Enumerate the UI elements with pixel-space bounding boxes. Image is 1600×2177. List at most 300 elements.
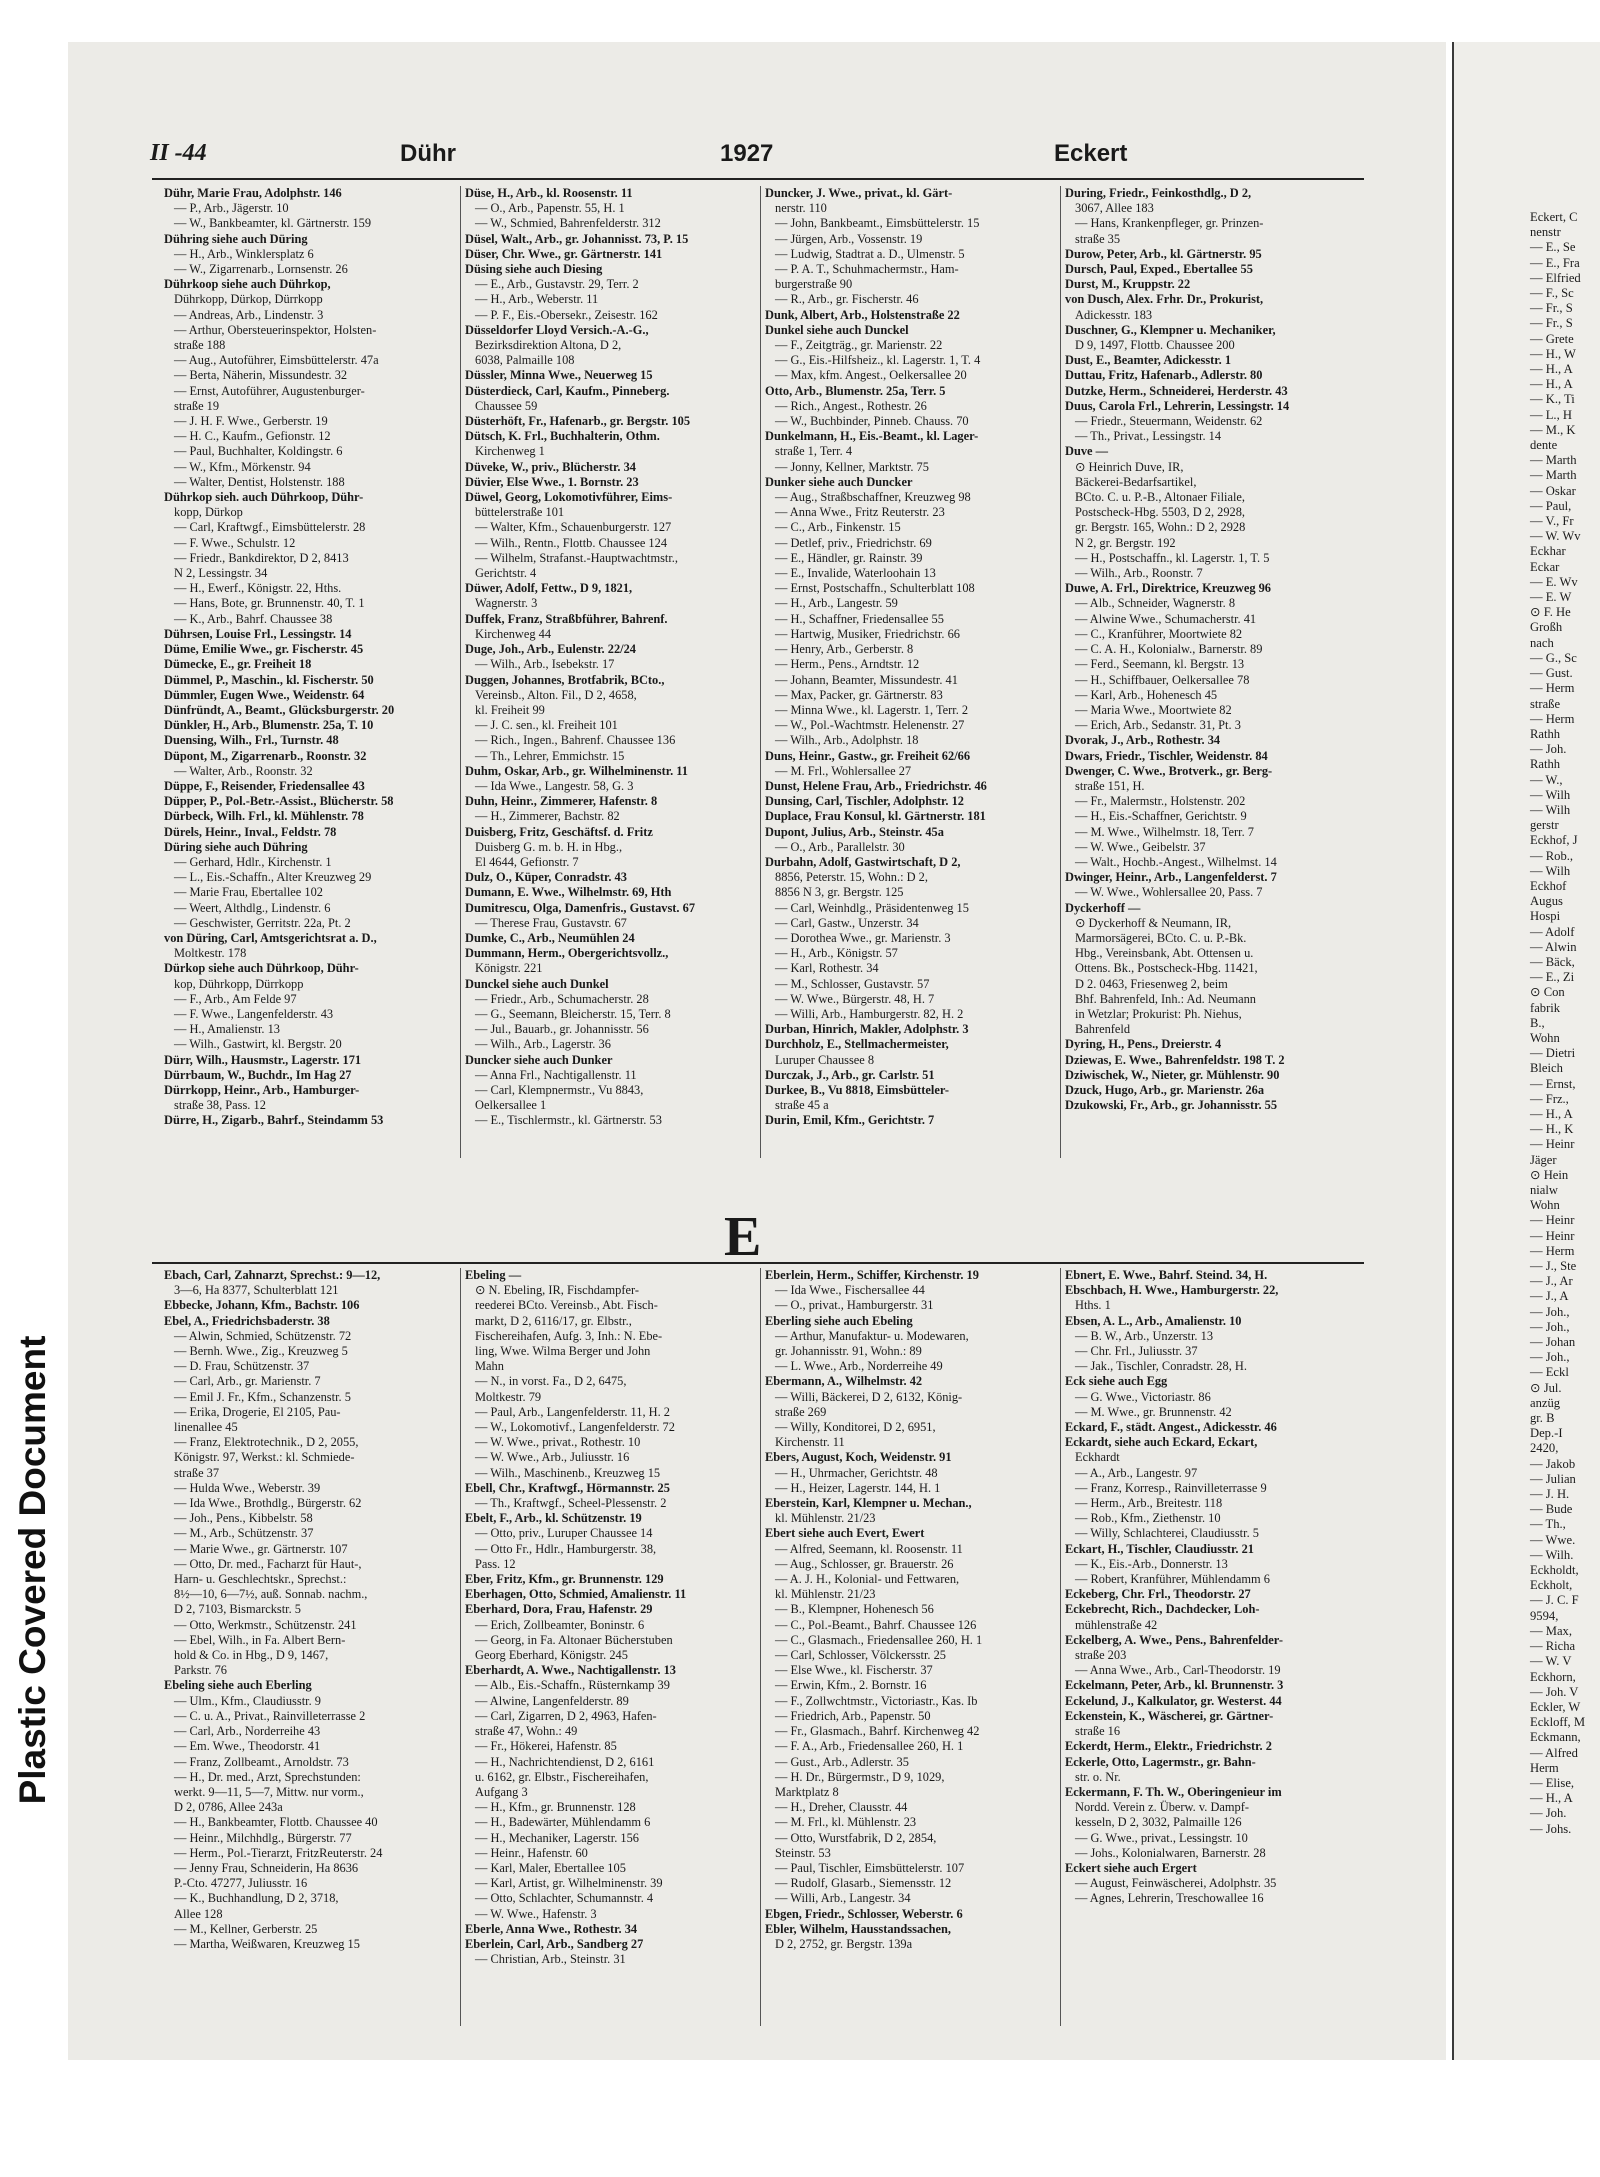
adjacent-page-entry: Bleich <box>1530 1061 1563 1076</box>
directory-entry: — W., Pol.-Wachtmstr. Helenenstr. 27 <box>775 718 965 733</box>
directory-entry: Düveke, W., priv., Blücherstr. 34 <box>465 459 636 474</box>
adjacent-page-entry: Hospi <box>1530 909 1561 924</box>
directory-entry: Duncker siehe auch Dunker <box>465 1052 613 1067</box>
adjacent-page-entry: — H., A <box>1530 362 1573 377</box>
directory-entry: Ebert siehe auch Evert, Ewert <box>765 1526 925 1541</box>
adjacent-page-entry: — J. H. <box>1530 1487 1570 1502</box>
directory-entry: — Bernh. Wwe., Zig., Kreuzweg 5 <box>174 1344 348 1359</box>
directory-entry: — Berta, Näherin, Missundestr. 32 <box>174 368 348 383</box>
directory-entry: — Wilh., Maschinenb., Kreuzweg 15 <box>475 1465 661 1480</box>
directory-entry: — Georg, in Fa. Altonaer Bücherstuben <box>475 1632 673 1647</box>
adjacent-page-entry: — Julian <box>1530 1471 1576 1486</box>
header-first-name: Dühr <box>400 140 456 167</box>
directory-entry: Eberhardt, A. Wwe., Nachtigallenstr. 13 <box>465 1663 676 1678</box>
directory-entry: — M. Frl., kl. Mühlenstr. 23 <box>775 1815 917 1830</box>
directory-entry: Duttau, Fritz, Hafenarb., Adlerstr. 80 <box>1065 368 1263 383</box>
directory-entry: — Fr., Hökerei, Hafenstr. 85 <box>475 1739 617 1754</box>
directory-entry: — P. A. T., Schuhmachermstr., Ham- <box>775 262 959 277</box>
directory-entry: — Herm., Pens., Arndtstr. 12 <box>775 657 920 672</box>
directory-entry: Duhm, Oskar, Arb., gr. Wilhelminenstr. 11 <box>465 763 688 778</box>
directory-entry: straße 38, Pass. 12 <box>174 1098 266 1113</box>
directory-entry: — Ebel, Wilh., in Fa. Albert Bern- <box>174 1632 346 1647</box>
directory-entry: Düse, H., Arb., kl. Roosenstr. 11 <box>465 186 633 200</box>
directory-entry: — M., Arb., Schützenstr. 37 <box>174 1526 314 1541</box>
directory-entry: — C., Arb., Finkenstr. 15 <box>775 520 901 535</box>
directory-entry: Dust, E., Beamter, Adickesstr. 1 <box>1065 353 1232 368</box>
directory-entry: Duve — <box>1065 444 1109 459</box>
adjacent-page-entry: Eckhar <box>1530 544 1566 559</box>
directory-entry: Düppe, F., Reisender, Friedensallee 43 <box>164 778 365 793</box>
directory-entry: Durkee, B., Vu 8818, Eimsbütteler- <box>765 1082 950 1097</box>
directory-entry: N 2, Lessingstr. 34 <box>174 566 268 581</box>
directory-entry: — B., Klempner, Hohenesch 56 <box>775 1602 934 1617</box>
adjacent-page-entry: Großh <box>1530 620 1563 635</box>
directory-entry: — Weert, Althdlg., Lindenstr. 6 <box>174 900 331 915</box>
directory-entry: Dünkler, H., Arb., Blumenstr. 25a, T. 10 <box>164 718 374 733</box>
directory-entry: — Gerhard, Hdlr., Kirchenstr. 1 <box>174 854 332 869</box>
directory-entry: Dwenger, C. Wwe., Brotverk., gr. Berg- <box>1065 763 1273 778</box>
directory-entry: — Arthur, Obersteuerinspektor, Holsten- <box>174 322 377 337</box>
directory-entry: — Henry, Arb., Gerberstr. 8 <box>775 642 914 657</box>
directory-entry: — Carl, Klempnermstr., Vu 8843, <box>475 1082 644 1097</box>
directory-entry: — Wilh., Arb., Lagerstr. 36 <box>475 1037 611 1052</box>
directory-entry: — Carl, Kraftwgf., Eimsbüttelerstr. 28 <box>174 520 366 535</box>
directory-entry: — Friedrich, Arb., Papenstr. 50 <box>775 1708 931 1723</box>
adjacent-page-entry: — Gust. <box>1530 666 1573 681</box>
directory-entry: Bahrenfeld <box>1075 1022 1131 1037</box>
directory-entry: Dumke, C., Arb., Neumühlen 24 <box>465 930 635 945</box>
directory-entry: — H., Amalienstr. 13 <box>174 1022 281 1037</box>
adjacent-page-entry: — Johan <box>1530 1335 1576 1350</box>
adjacent-page-entry: Eckhof, J <box>1530 833 1578 848</box>
adjacent-page-entry: — J. C. F <box>1530 1593 1579 1608</box>
directory-entry: Dürr, Wilh., Hausmstr., Lagerstr. 171 <box>164 1052 362 1067</box>
directory-entry: N 2, gr. Bergstr. 192 <box>1075 535 1176 550</box>
directory-entry: — Erika, Drogerie, El 2105, Pau- <box>174 1404 341 1419</box>
directory-entry: — E., Tischlermstr., kl. Gärtnerstr. 53 <box>475 1113 662 1128</box>
directory-entry: — Carl, Zigarren, D 2, 4963, Hafen- <box>475 1708 657 1723</box>
directory-entry: — Fr., Malermstr., Holstenstr. 202 <box>1075 794 1246 809</box>
directory-entry: — H., Uhrmacher, Gerichtstr. 48 <box>775 1465 938 1480</box>
directory-entry: Eckenstein, K., Wäscherei, gr. Gärtner- <box>1065 1708 1274 1723</box>
adjacent-page-entry: — Adolf <box>1530 924 1575 939</box>
directory-entry: von Düring, Carl, Amtsgerichtsrat a. D., <box>164 930 377 945</box>
directory-entry: — H., Bankbeamter, Flottb. Chaussee 40 <box>174 1815 378 1830</box>
directory-entry: — Johann, Beamter, Missundestr. 41 <box>775 672 958 687</box>
directory-entry: Durst, M., Kruppstr. 22 <box>1065 277 1191 292</box>
directory-entry: — Wilh., Gastwirt, kl. Bergstr. 20 <box>174 1037 342 1052</box>
directory-entry: straße 37 <box>174 1465 220 1480</box>
directory-entry: — H., Arb., Winklersplatz 6 <box>174 246 314 261</box>
directory-entry: — Otto, Dr. med., Facharzt für Haut-, <box>174 1556 362 1571</box>
directory-entry: ⊙ Dyckerhoff & Neumann, IR, <box>1075 915 1232 930</box>
directory-entry: D 2, 7103, Bismarckstr. 5 <box>174 1602 301 1617</box>
adjacent-page-entry: — J., Ste <box>1530 1259 1577 1274</box>
header-last-name: Eckert <box>1054 140 1128 167</box>
directory-entry: — Alb., Eis.-Schaffn., Rüsternkamp 39 <box>475 1678 670 1693</box>
directory-entry: Parkstr. 76 <box>174 1663 228 1678</box>
directory-entry: Aufgang 3 <box>475 1784 528 1799</box>
directory-column <box>1060 1268 1360 2026</box>
directory-entry: — Walter, Arb., Roonstr. 32 <box>174 763 313 778</box>
directory-entry: Duwe, A. Frl., Direktrice, Kreuzweg 96 <box>1065 581 1271 596</box>
directory-entry: — A., Arb., Langestr. 97 <box>1075 1465 1198 1480</box>
directory-entry: During, Friedr., Feinkosthdlg., D 2, <box>1065 186 1252 200</box>
directory-entry: — Hans, Bote, gr. Brunnenstr. 40, T. 1 <box>174 596 365 611</box>
directory-entry: — Erich, Zollbeamter, Boninstr. 6 <box>475 1617 645 1632</box>
directory-entry: — F., Zollwchtmstr., Victoriastr., Kas. Ib <box>775 1693 978 1708</box>
directory-entry: — G., Seemann, Bleicherstr. 15, Terr. 8 <box>475 1006 671 1021</box>
adjacent-page-entry: — Wwe. <box>1530 1532 1576 1547</box>
directory-entry: — P. F., Eis.-Obersekr., Zeisestr. 162 <box>475 307 658 322</box>
directory-entry: — Maria Wwe., Moortwiete 82 <box>1075 702 1232 717</box>
directory-entry: — C. A. H., Kolonialw., Barnerstr. 89 <box>1075 642 1263 657</box>
directory-entry: Duhn, Heinr., Zimmerer, Hafenstr. 8 <box>465 794 658 809</box>
adjacent-page-entry: — W. V <box>1530 1654 1572 1669</box>
adjacent-page-entry: gr. B <box>1530 1411 1555 1426</box>
adjacent-page-entry: ⊙ Hein <box>1530 1167 1569 1182</box>
directory-entry: — Heinr., Hafenstr. 60 <box>475 1845 588 1860</box>
directory-entry: Dürbeck, Wilh. Frl., kl. Mühlenstr. 78 <box>164 809 364 824</box>
directory-entry: Wagnerstr. 3 <box>475 596 538 611</box>
directory-entry: — John, Bankbeamt., Eimsbüttelerstr. 15 <box>775 216 980 231</box>
directory-entry: — H., Schaffner, Friedensallee 55 <box>775 611 944 626</box>
directory-entry: Kirchenweg 1 <box>475 444 545 459</box>
directory-entry: — Herm., Pol.-Tierarzt, FritzReuterstr. 24 <box>174 1845 383 1860</box>
directory-entry: Ebnert, E. Wwe., Bahrf. Steind. 34, H. <box>1065 1268 1268 1282</box>
directory-entry: — W. Wwe., Wohlersallee 20, Pass. 7 <box>1075 885 1263 900</box>
directory-entry: Dunst, Helene Frau, Arb., Friedrichstr. 46 <box>765 778 987 793</box>
adjacent-page-entry: — Bäck, <box>1530 954 1575 969</box>
directory-entry: — Anna Wwe., Arb., Carl-Theodorstr. 19 <box>1075 1663 1281 1678</box>
directory-entry: Eckeberg, Chr. Frl., Theodorstr. 27 <box>1065 1587 1251 1602</box>
directory-entry: Durban, Hinrich, Makler, Adolphstr. 3 <box>765 1022 969 1037</box>
directory-entry: — E., Arb., Gustavstr. 29, Terr. 2 <box>475 277 639 292</box>
directory-entry: — Rich., Angest., Rothestr. 26 <box>775 398 927 413</box>
directory-entry: — Alwine, Langenfelderstr. 89 <box>475 1693 629 1708</box>
directory-entry: — Em. Wwe., Theodorstr. 41 <box>174 1739 321 1754</box>
directory-entry: — Agnes, Lehrerin, Treschowallee 16 <box>1075 1891 1264 1906</box>
adjacent-page-entry: nialw <box>1530 1183 1558 1197</box>
directory-entry: — Alb., Schneider, Wagnerstr. 8 <box>1075 596 1236 611</box>
directory-entry: — Walt., Hochb.-Angest., Wilhelmst. 14 <box>1075 854 1277 869</box>
adjacent-page-entry: — Jakob <box>1530 1456 1576 1471</box>
directory-entry: — Otto, Schlachter, Schumannstr. 4 <box>475 1891 654 1906</box>
directory-entry: Dummann, Herm., Obergerichtsvollz., <box>465 946 669 961</box>
directory-entry: — Karl, Arb., Hohenesch 45 <box>1075 687 1218 702</box>
directory-entry: — Alfred, Seemann, kl. Roosenstr. 11 <box>775 1541 963 1556</box>
directory-entry: Dyring, H., Pens., Dreierstr. 4 <box>1065 1037 1222 1052</box>
directory-column <box>1060 186 1360 1158</box>
directory-entry: — Paul, Tischler, Eimsbüttelerstr. 107 <box>775 1860 965 1875</box>
directory-entry: kl. Mühlenstr. 21/23 <box>775 1587 876 1602</box>
directory-entry: — W., Zigarrenarb., Lornsenstr. 26 <box>174 262 348 277</box>
directory-entry: — Karl, Artist, gr. Wilhelminenstr. 39 <box>475 1876 663 1891</box>
directory-entry: Allee 128 <box>174 1906 223 1921</box>
adjacent-page-entry: — F., Sc <box>1530 286 1574 301</box>
adjacent-page-entry: — Wilh <box>1530 863 1571 878</box>
directory-entry: Ebell, Chr., Kraftwgf., Hörmannstr. 25 <box>465 1480 670 1495</box>
directory-entry: — Rob., Kfm., Ziethenstr. 10 <box>1075 1511 1221 1526</box>
directory-entry: — M. Frl., Wohlersallee 27 <box>775 763 912 778</box>
directory-entry: — Alwin, Schmied, Schützenstr. 72 <box>174 1328 352 1343</box>
directory-entry: — H., Schiffbauer, Oelkersallee 78 <box>1075 672 1250 687</box>
adjacent-page-entry: — H., A <box>1530 377 1573 392</box>
directory-entry: — Ulm., Kfm., Claudiusstr. 9 <box>174 1693 321 1708</box>
directory-entry: Eberhard, Dora, Frau, Hafenstr. 29 <box>465 1602 653 1617</box>
adjacent-page-entry: — Bude <box>1530 1502 1573 1517</box>
page-number: II -44 <box>150 140 207 166</box>
directory-entry: — M., Kellner, Gerberstr. 25 <box>174 1921 318 1936</box>
directory-entry: — Willy, Konditorei, D 2, 6951, <box>775 1420 936 1435</box>
directory-entry: Dührkopp, Dürkop, Dürrkopp <box>174 292 323 307</box>
directory-entry: — P., Arb., Jägerstr. 10 <box>174 201 289 216</box>
header-rule <box>152 178 1364 180</box>
directory-entry: — F., Zeitgträg., gr. Marienstr. 22 <box>775 338 943 353</box>
directory-entry: büttelerstraße 101 <box>475 505 565 520</box>
adjacent-page-entry: straße <box>1530 696 1561 711</box>
directory-entry: — Jak., Tischler, Conradstr. 28, H. <box>1075 1359 1247 1374</box>
directory-entry: — Aug., Schlosser, gr. Brauerstr. 26 <box>775 1556 954 1571</box>
adjacent-page-entry: Rathh <box>1530 757 1561 772</box>
adjacent-page-entry: — E., Se <box>1530 240 1576 255</box>
directory-entry: Dwinger, Heinr., Arb., Langenfelderst. 7 <box>1065 870 1277 885</box>
adjacent-page-entry: — M., K <box>1530 422 1576 437</box>
directory-entry: Dziwischek, W., Nieter, gr. Mühlenstr. 90 <box>1065 1067 1280 1082</box>
directory-entry: D 9, 1497, Flottb. Chaussee 200 <box>1075 338 1235 353</box>
directory-entry: — K., Eis.-Arb., Donnerstr. 13 <box>1075 1556 1228 1571</box>
directory-entry: Düsel, Walt., Arb., gr. Johannisst. 73, P. 15 <box>465 231 689 246</box>
adjacent-page-entry: — Dietri <box>1530 1046 1576 1061</box>
directory-entry: ling, Wwe. Wilma Berger und John <box>475 1344 651 1359</box>
directory-entry: Ebeling siehe auch Eberling <box>164 1678 312 1693</box>
directory-entry: — H. C., Kaufm., Gefionstr. 12 <box>174 429 331 444</box>
adjacent-page-entry: — Joh. <box>1530 1806 1567 1821</box>
directory-entry: — Ferd., Seemann, kl. Bergstr. 13 <box>1075 657 1245 672</box>
adjacent-page-entry: Augus <box>1530 894 1563 909</box>
directory-entry: Eberlein, Herm., Schiffer, Kirchenstr. 19 <box>765 1268 979 1282</box>
adjacent-page-entry: — Wilh <box>1530 787 1571 802</box>
directory-entry: Ottens. Bk., Postscheck-Hbg. 11421, <box>1075 961 1258 976</box>
directory-entry: — Wilhelm, Strafanst.-Hauptwachtmstr., <box>475 550 678 565</box>
directory-entry: Dyckerhoff — <box>1065 900 1141 915</box>
directory-entry: — G., Eis.-Hilfsheiz., kl. Lagerstr. 1, T. 4 <box>775 353 981 368</box>
directory-entry: — Hartwig, Musiker, Friedrichstr. 66 <box>775 626 960 641</box>
directory-entry: Dürrkopp, Heinr., Arb., Hamburger- <box>164 1082 360 1097</box>
directory-entry: Otto, Arb., Blumenstr. 25a, Terr. 5 <box>765 383 946 398</box>
directory-entry: Durin, Emil, Kfm., Gerichtstr. 7 <box>765 1113 935 1128</box>
directory-entry: 3067, Allee 183 <box>1075 201 1154 216</box>
adjacent-page-entry: ⊙ Jul. <box>1530 1380 1562 1395</box>
adjacent-page-entry: — K., Ti <box>1530 392 1575 407</box>
directory-entry: str. o. Nr. <box>1075 1769 1121 1784</box>
directory-entry: D 2, 0786, Allee 243a <box>174 1800 283 1815</box>
directory-entry: — L., Eis.-Schaffn., Alter Kreuzweg 29 <box>174 870 372 885</box>
directory-entry: — Andreas, Arb., Lindenstr. 3 <box>174 307 324 322</box>
directory-entry: reederei BCto. Vereinsb., Abt. Fisch- <box>475 1298 658 1313</box>
directory-entry: Dürkop siehe auch Dührkoop, Dühr- <box>164 961 359 976</box>
adjacent-page-entry: — W. Wv <box>1530 529 1581 544</box>
directory-entry: — H., Nachrichtendienst, D 2, 6161 <box>475 1754 655 1769</box>
adjacent-page-entry: Eckloff, M <box>1530 1715 1586 1730</box>
directory-entry: D 2. 0463, Friesenweg 2, beim <box>1075 976 1228 991</box>
directory-entry: — Ernst, Autoführer, Augustenburger- <box>174 383 365 398</box>
adjacent-page-entry: — Heinr <box>1530 1213 1575 1228</box>
directory-entry: Marktplatz 8 <box>775 1784 839 1799</box>
directory-entry: Eckelberg, A. Wwe., Pens., Bahrenfelder- <box>1065 1632 1283 1647</box>
directory-entry: Dütsch, K. Frl., Buchhalterin, Othm. <box>465 429 660 444</box>
adjacent-page-entry: — Rob., <box>1530 848 1574 863</box>
directory-entry: — Paul, Buchhalter, Koldingstr. 6 <box>174 444 343 459</box>
directory-entry: — Erich, Arb., Sedanstr. 31, Pt. 3 <box>1075 718 1241 733</box>
directory-entry: Postscheck-Hbg. 5503, D 2, 2928, <box>1075 505 1246 520</box>
directory-entry: Duncker, J. Wwe., privat., kl. Gärt- <box>765 186 953 200</box>
directory-entry: Ebbecke, Johann, Kfm., Bachstr. 106 <box>164 1298 360 1313</box>
directory-entry: Eberhagen, Otto, Schmied, Amalienstr. 11 <box>465 1587 687 1602</box>
directory-entry: straße 1, Terr. 4 <box>775 444 853 459</box>
directory-entry: — Carl, Schlosser, Völckersstr. 25 <box>775 1648 947 1663</box>
directory-entry: Ebler, Wilhelm, Hausstandssachen, <box>765 1921 952 1936</box>
directory-entry: — Jul., Bauarb., gr. Johannisstr. 56 <box>475 1022 649 1037</box>
adjacent-page-entry: — Richa <box>1530 1639 1576 1654</box>
directory-entry: Eber, Fritz, Kfm., gr. Brunnenstr. 129 <box>465 1572 664 1587</box>
directory-entry: — Walter, Kfm., Schauenburgerstr. 127 <box>475 520 672 535</box>
directory-entry: Dutzke, Herm., Schneiderei, Herderstr. 43 <box>1065 383 1288 398</box>
directory-entry: — F. Wwe., Langenfelderstr. 43 <box>174 1006 334 1021</box>
directory-entry: gr. Johannisstr. 91, Wohn.: 89 <box>775 1344 922 1359</box>
directory-entry: ⊙ N. Ebeling, IR, Fischdampfer- <box>475 1283 639 1298</box>
top-entry-columns <box>160 186 1360 1158</box>
adjacent-page-entry: — Herm <box>1530 681 1575 696</box>
directory-entry: — Alwine Wwe., Schumacherstr. 41 <box>1075 611 1257 626</box>
directory-entry: Duschner, G., Klempner u. Mechaniker, <box>1065 322 1276 337</box>
directory-entry: Dümmel, P., Maschin., kl. Fischerstr. 50 <box>164 672 374 687</box>
directory-entry: Durow, Peter, Arb., kl. Gärtnerstr. 95 <box>1065 246 1262 261</box>
directory-entry: Ebsen, A. L., Arb., Amalienstr. 10 <box>1065 1313 1242 1328</box>
directory-entry: Dümecke, E., gr. Freiheit 18 <box>164 657 312 672</box>
adjacent-page-entry: — J., Ar <box>1530 1274 1573 1289</box>
directory-entry: Eberlein, Carl, Arb., Sandberg 27 <box>465 1936 644 1951</box>
adjacent-page-entry: — E. W <box>1530 590 1572 605</box>
directory-entry: — H., Postschaffn., kl. Lagerstr. 1, T. 5 <box>1075 550 1270 565</box>
directory-entry: Dzuck, Hugo, Arb., gr. Marienstr. 26a <box>1065 1082 1265 1097</box>
directory-entry: — H., Dreher, Clausstr. 44 <box>775 1800 908 1815</box>
directory-entry: Ebeling — <box>465 1268 522 1282</box>
directory-entry: Eckart, H., Tischler, Claudiusstr. 21 <box>1065 1541 1254 1556</box>
adjacent-page-entry: — Wilh <box>1530 802 1571 817</box>
directory-entry: — H., Badewärter, Mühlendamm 6 <box>475 1815 651 1830</box>
directory-entry: Eberle, Anna Wwe., Rothestr. 34 <box>465 1921 638 1936</box>
directory-entry: — Wilh., Arb., Isebekstr. 17 <box>475 657 615 672</box>
sidebar-label <box>0 1180 66 1960</box>
directory-entry: — Max, kfm. Angest., Oelkersallee 20 <box>775 368 967 383</box>
directory-entry: — Aug., Autoführer, Eimsbüttelerstr. 47a <box>174 353 379 368</box>
directory-entry: Duffek, Franz, Straßbführer, Bahrenf. <box>465 611 668 626</box>
adjacent-page-entry: Wohn <box>1530 1198 1560 1213</box>
adjacent-page-entry: Jäger <box>1530 1152 1557 1167</box>
directory-entry: kopp, Dürkop <box>174 505 243 520</box>
directory-entry: — Ernst, Postschaffn., Schulterblatt 108 <box>775 581 975 596</box>
page-header <box>150 140 1370 172</box>
directory-entry: Dührkop sieh. auch Dührkoop, Dühr- <box>164 490 364 505</box>
directory-entry: — Willi, Arb., Langestr. 34 <box>775 1891 911 1906</box>
adjacent-page-entry: — V., Fr <box>1530 514 1574 529</box>
directory-entry: — Karl, Rothestr. 34 <box>775 961 879 976</box>
directory-entry: — Detlef, priv., Friedrichstr. 69 <box>775 535 932 550</box>
directory-entry: Dühring siehe auch Düring <box>164 231 308 246</box>
directory-entry: linenallee 45 <box>174 1420 238 1435</box>
directory-entry: Dürrbaum, W., Buchdr., Im Hag 27 <box>164 1067 352 1082</box>
directory-entry: 6038, Palmaille 108 <box>475 353 575 368</box>
directory-entry: — L. Wwe., Arb., Norderreihe 49 <box>775 1359 943 1374</box>
directory-entry: Dunkelmann, H., Eis.-Beamt., kl. Lager- <box>765 429 979 444</box>
directory-entry: straße 45 a <box>775 1098 829 1113</box>
directory-entry: Düwer, Adolf, Fettw., D 9, 1821, <box>465 581 633 596</box>
adjacent-page-entry: — Max, <box>1530 1623 1572 1638</box>
adjacent-page-entry: Wohn <box>1530 1030 1560 1045</box>
directory-entry: Eckard, F., städt. Angest., Adickesstr. 46 <box>1065 1420 1277 1435</box>
directory-entry: — Fr., Glasmach., Bahrf. Kirchenweg 42 <box>775 1724 980 1739</box>
directory-entry: — Ida Wwe., Langestr. 58, G. 3 <box>475 778 634 793</box>
directory-entry: straße 47, Wohn.: 49 <box>475 1724 578 1739</box>
directory-entry: Eckhardt <box>1075 1450 1120 1465</box>
adjacent-page-entry: — Heinr <box>1530 1137 1575 1152</box>
adjacent-page-entry: — W., <box>1530 772 1563 787</box>
directory-entry: Dupont, Julius, Arb., Steinstr. 45a <box>765 824 944 839</box>
directory-entry: — Willy, Schlachterei, Claudiusstr. 5 <box>1075 1526 1259 1541</box>
directory-entry: — R., Arb., gr. Fischerstr. 46 <box>775 292 919 307</box>
directory-entry: — Franz, Zollbeamt., Arnoldstr. 73 <box>174 1754 349 1769</box>
directory-entry: — W. Wwe., Hafenstr. 3 <box>475 1906 597 1921</box>
directory-entry: — Christian, Arb., Steinstr. 31 <box>475 1952 626 1967</box>
directory-entry: — Robert, Kranführer, Mühlendamm 6 <box>1075 1572 1270 1587</box>
directory-entry: Pass. 12 <box>475 1556 516 1571</box>
directory-entry: Duus, Carola Frl., Lehrerin, Lessingstr. 14 <box>1065 398 1290 413</box>
directory-entry: Adickesstr. 183 <box>1075 307 1153 322</box>
directory-entry: — Ludwig, Stadtrat a. D., Ulmenstr. 5 <box>775 246 965 261</box>
directory-entry: — H., Arb., Königstr. 57 <box>775 946 898 961</box>
adjacent-page-entry: Eckhorn, <box>1530 1669 1576 1684</box>
directory-entry: Eckermann, F. Th. W., Oberingenieur im <box>1065 1784 1282 1799</box>
directory-entry: — Wilh., Arb., Adolphstr. 18 <box>775 733 919 748</box>
directory-entry: — W., Lokomotivf., Langenfelderstr. 72 <box>475 1420 675 1435</box>
directory-entry: — Franz, Korresp., Rainvilleterrasse 9 <box>1075 1480 1267 1495</box>
adjacent-page-entry: Eckler, W <box>1530 1699 1581 1714</box>
adjacent-page-entry: dente <box>1530 438 1558 453</box>
directory-entry: Duns, Heinr., Gastw., gr. Freiheit 62/66 <box>765 748 971 763</box>
directory-entry: Düwel, Georg, Lokomotivführer, Eims- <box>465 490 673 505</box>
adjacent-page-entry: Dep.-I <box>1530 1426 1563 1441</box>
directory-entry: Dvorak, J., Arb., Rothestr. 34 <box>1065 733 1221 748</box>
directory-entry: — Franz, Elektrotechnik., D 2, 2055, <box>174 1435 359 1450</box>
directory-column <box>160 186 460 1158</box>
directory-entry: burgerstraße 90 <box>775 277 853 292</box>
directory-entry: Dünfründt, A., Beamt., Glücksburgerstr. 20 <box>164 702 395 717</box>
directory-entry: — Max, Packer, gr. Gärtnerstr. 83 <box>775 687 943 702</box>
directory-entry: Moltkestr. 79 <box>475 1389 542 1404</box>
directory-entry: — H., Eis.-Schaffner, Gerichtstr. 9 <box>1075 809 1247 824</box>
directory-entry: — Carl, Weinhdlg., Präsidentenweg 15 <box>775 900 969 915</box>
directory-entry: Eckardt, siehe auch Eckard, Eckart, <box>1065 1435 1258 1450</box>
directory-entry: Ebers, August, Koch, Weidenstr. 91 <box>765 1450 952 1465</box>
adjacent-page-entry: Eckholt, <box>1530 1578 1573 1593</box>
directory-entry: — Otto, Wurstfabrik, D 2, 2854, <box>775 1830 937 1845</box>
directory-entry: Dunker siehe auch Duncker <box>765 474 913 489</box>
adjacent-page-entry: Herm <box>1530 1760 1559 1775</box>
adjacent-page-entry: — Marth <box>1530 453 1577 468</box>
directory-entry: werkt. 9—11, 5—7, Mittw. nur vorm., <box>174 1784 364 1799</box>
adjacent-page-entry: — Elfried <box>1530 270 1581 285</box>
